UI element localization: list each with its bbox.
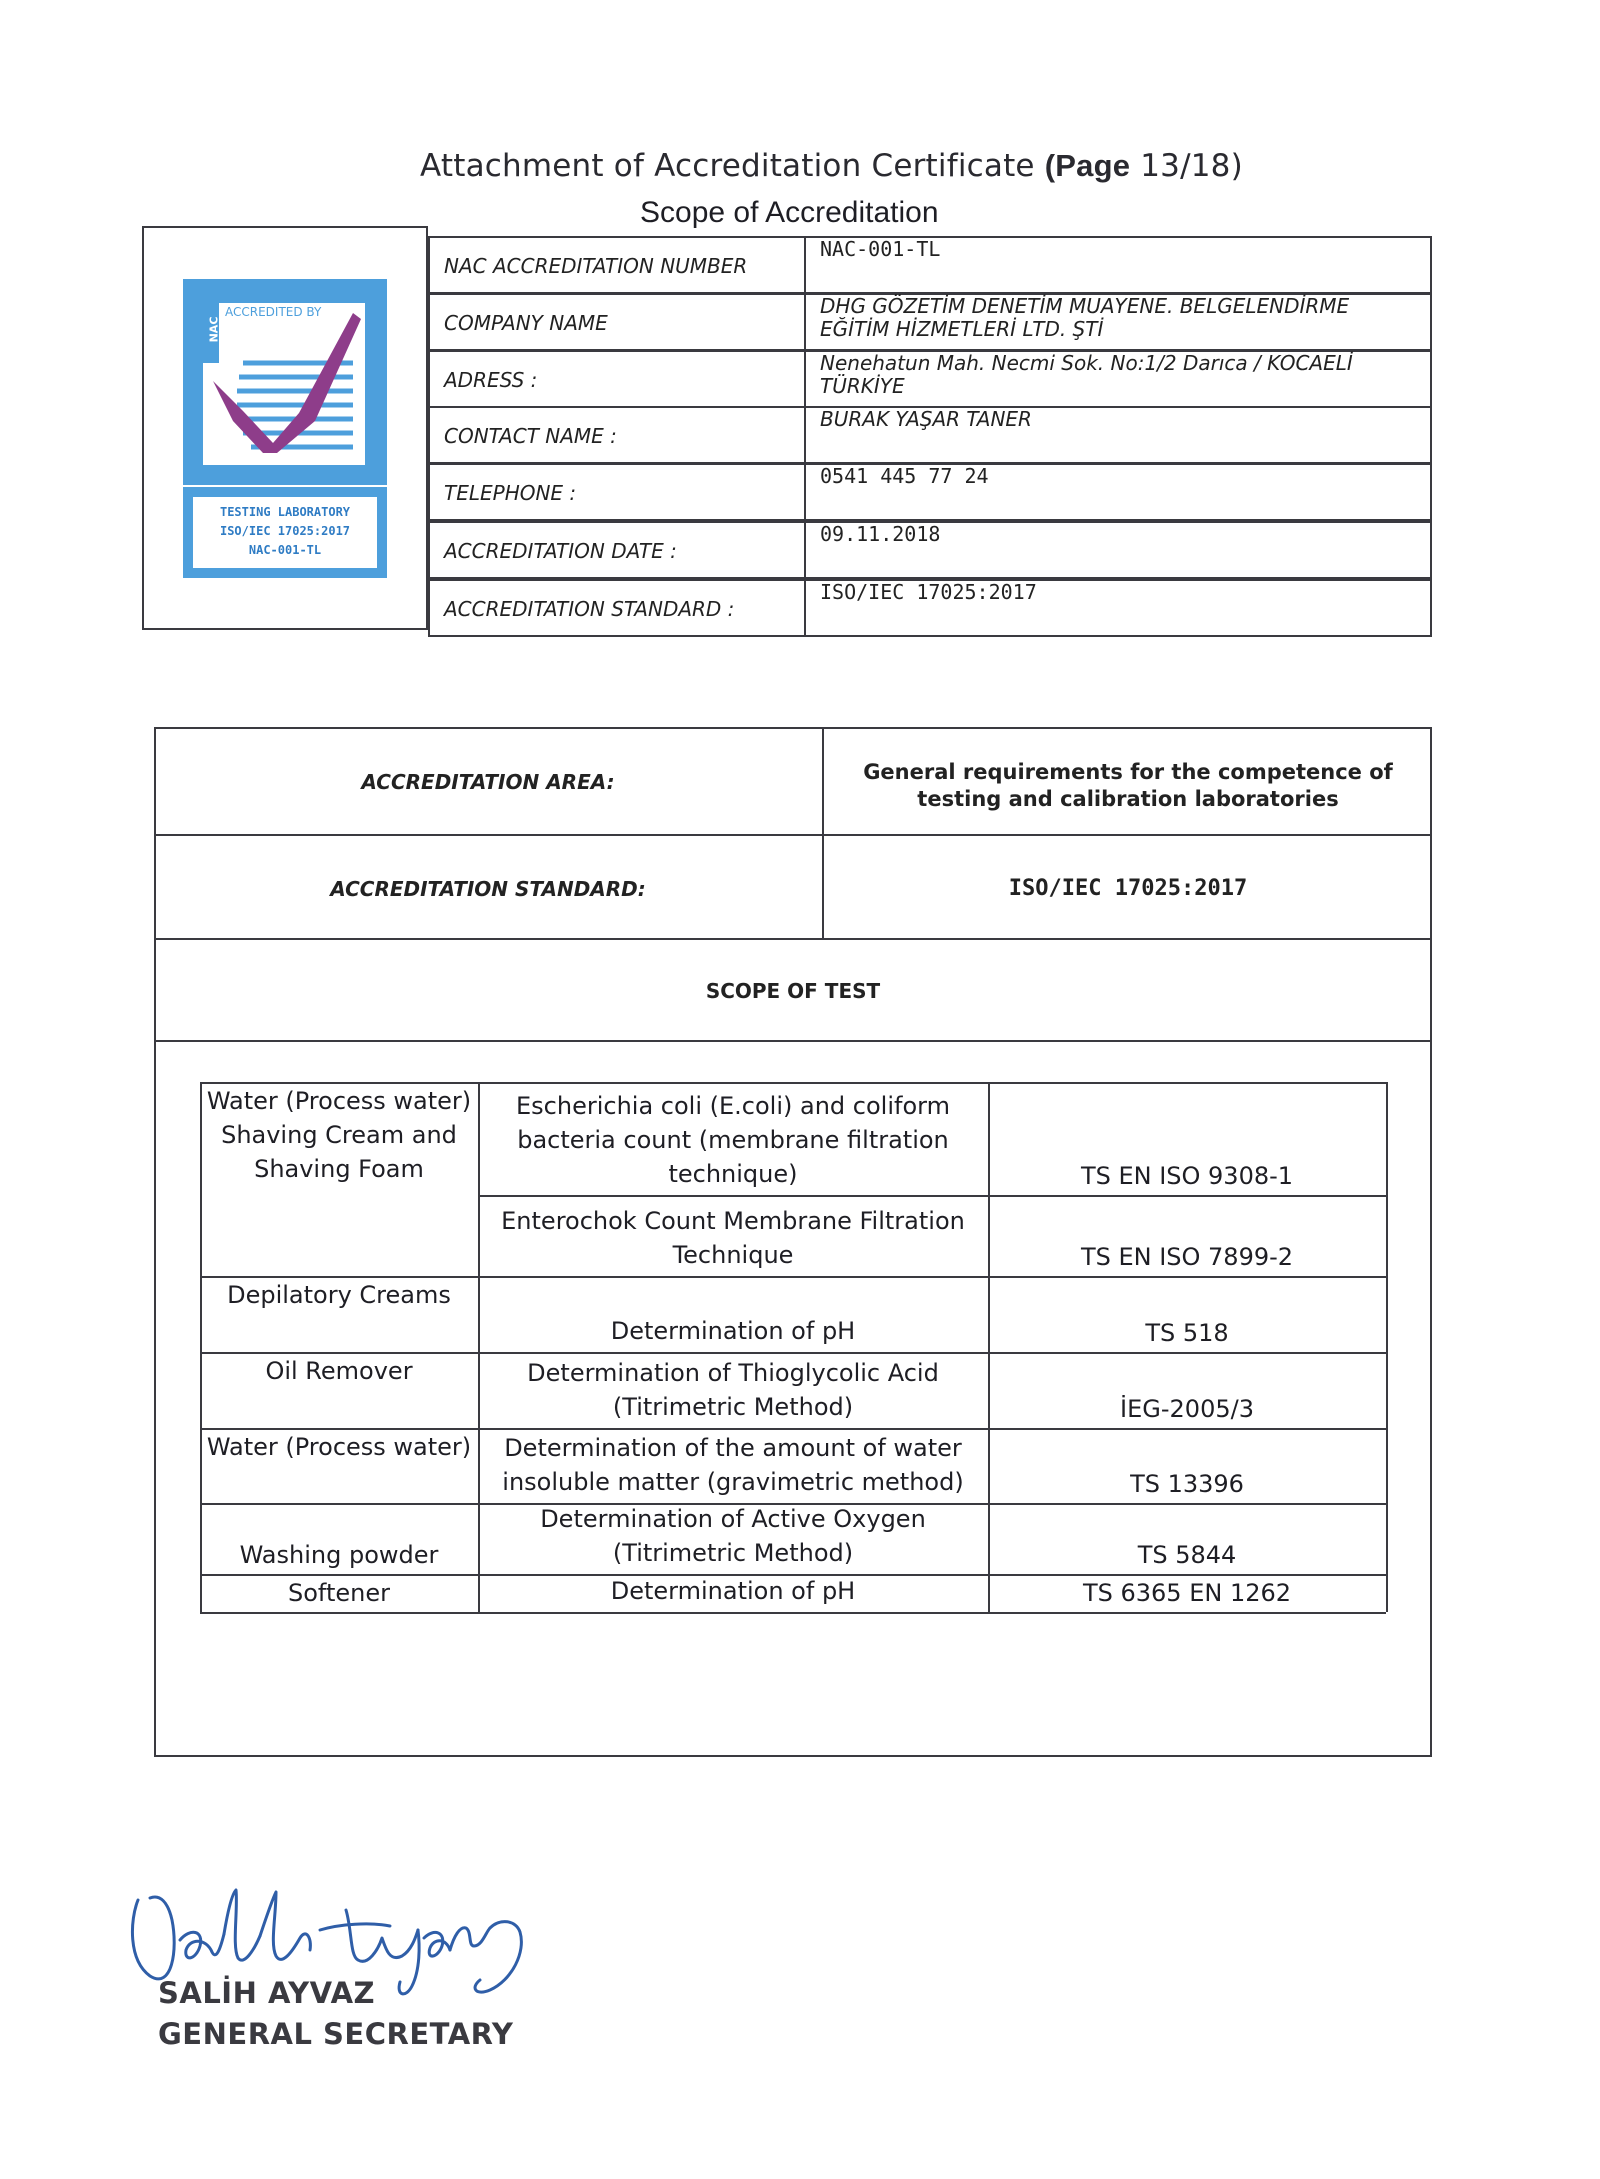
info-value-cell [804,463,1432,521]
info-label-cell [428,293,806,351]
logo-brand: NAC [207,316,221,343]
product-cell-line: Softener [288,1579,390,1607]
info-label-cell [428,579,806,637]
test-standard-cell: TS 5844 [1137,1541,1237,1569]
product-cell [200,1354,478,1388]
test-method-cell [478,1089,988,1191]
accreditation-area-value [824,759,1432,813]
test-standard-cell: TS 13396 [1130,1470,1244,1498]
title-page-word: (Page [1044,148,1131,183]
checkmark-icon [203,303,365,465]
info-value-cell [804,350,1432,408]
test-method-cell-line: Determination of pH [610,1577,856,1605]
test-method-cell-line: Determination of Thioglycolic Acid [527,1359,939,1387]
accreditation-area-value-line-1: General requirements for the competence of [863,760,1393,784]
test-method-cell [478,1314,988,1348]
info-value-line: ISO/IEC 17025:2017 [820,580,1037,604]
product-cell-line: Shaving Cream and [221,1121,457,1149]
info-label: NAC ACCREDITATION NUMBER [444,254,748,278]
product-cell [200,1084,478,1186]
info-value-line: Nenehatun Mah. Necmi Sok. No:1/2 Darıca / KOCAELİ [820,351,1353,375]
logo-line-1: TESTING LABORATORY [219,505,351,519]
info-value-cell [804,579,1432,637]
product-cell-line: Washing powder [239,1541,439,1569]
accreditation-area-label: ACCREDITATION AREA: [361,770,615,794]
table-grid-line [1386,1082,1388,1612]
info-value-line: TÜRKİYE [820,374,905,398]
product-cell-line: Oil Remover [265,1357,413,1385]
product-cell [200,1576,478,1610]
info-value [820,238,940,261]
info-value [820,465,989,488]
info-value-line: 09.11.2018 [820,522,941,546]
test-method-cell-line: Enterochok Count Membrane Filtration [501,1207,965,1235]
info-value-line: NAC-001-TL [820,237,941,261]
product-cell-line: Depilatory Creams [227,1281,451,1309]
test-standard-cell: TS 6365 EN 1262 [1082,1579,1292,1607]
test-standard-cell: İEG-2005/3 [1120,1395,1254,1423]
table-grid-line [478,1195,1386,1197]
scope-of-test-label: SCOPE OF TEST [705,979,881,1003]
test-method-cell-line: (Titrimetric Method) [612,1539,854,1567]
product-cell-line: Water (Process water) [206,1433,472,1461]
test-method-cell-line: insoluble matter (gravimetric method) [502,1468,964,1496]
logo-accredited-by: ACCREDITED BY [225,305,322,319]
title-page-number: 13/18) [1130,148,1243,184]
info-value [820,295,1349,341]
info-value [820,523,940,546]
test-method-cell [478,1431,988,1499]
accreditation-standard-label: ACCREDITATION STANDARD: [330,877,646,901]
logo-label-box [183,487,387,578]
info-label: ADRESS : [444,368,538,392]
info-value-cell [804,521,1432,579]
info-value-line: 0541 445 77 24 [820,464,989,488]
test-standard-cell: TS EN ISO 9308-1 [1080,1162,1294,1190]
product-cell [200,1538,478,1572]
document-title [420,148,1243,184]
test-method-cell-line: Determination of the amount of water [504,1434,962,1462]
info-value-cell [804,293,1432,351]
table-grid-line [200,1612,1386,1614]
signatory-name: SALİH AYVAZ [158,1976,376,2010]
test-method-cell [478,1574,988,1608]
info-label: COMPANY NAME [444,311,608,335]
info-value [820,408,1032,431]
info-label-cell [428,236,806,294]
product-cell [200,1278,478,1312]
info-label: CONTACT NAME : [444,424,617,448]
test-method-cell-line: Determination of pH [610,1317,856,1345]
signatory-title: GENERAL SECRETARY [158,2017,514,2051]
nac-logo [183,279,387,485]
test-method-cell [478,1356,988,1424]
test-method-cell-line: Technique [672,1241,794,1269]
title-prefix: Attachment of Accreditation Certificate [420,148,1045,184]
test-standard-cell: TS 518 [1145,1319,1229,1347]
test-method-cell-line: Determination of Active Oxygen [540,1505,926,1533]
info-label-cell [428,463,806,521]
divider [154,834,1432,836]
info-value-cell [804,406,1432,464]
product-cell-line: Water (Process water) [206,1087,472,1115]
test-method-cell [478,1502,988,1570]
test-method-cell-line: bacteria count (membrane filtration [517,1126,949,1154]
info-label: TELEPHONE : [444,481,577,505]
info-label: ACCREDITATION STANDARD : [444,597,735,621]
info-label-cell [428,350,806,408]
info-value [820,352,1353,398]
info-value-line: EĞİTİM HİZMETLERİ LTD. ŞTİ [820,317,1104,341]
info-value [820,581,1037,604]
product-cell-line: Shaving Foam [254,1155,424,1183]
divider [154,938,1432,940]
info-label: ACCREDITATION DATE : [444,539,677,563]
test-method-cell-line: Escherichia coli (E.coli) and coliform [516,1092,950,1120]
info-value-line: BURAK YAŞAR TANER [820,407,1032,431]
test-method-cell-line: technique) [668,1160,798,1188]
logo-line-3: NAC-001-TL [248,543,322,557]
test-standard-cell: TS EN ISO 7899-2 [1080,1243,1294,1271]
product-cell [200,1430,478,1464]
info-value-line: DHG GÖZETİM DENETİM MUAYENE. BELGELENDİRME [820,294,1350,318]
info-label-cell [428,406,806,464]
divider [154,1040,1432,1042]
test-method-cell-line: (Titrimetric Method) [612,1393,854,1421]
info-value-cell [804,236,1432,294]
accreditation-standard-value: ISO/IEC 17025:2017 [1008,876,1248,901]
test-method-cell [478,1204,988,1272]
accreditation-area-value-line-2: testing and calibration laboratories [917,787,1339,811]
info-label-cell [428,521,806,579]
logo-line-2: ISO/IEC 17025:2017 [219,524,351,538]
document-subtitle: Scope of Accreditation [640,196,939,229]
